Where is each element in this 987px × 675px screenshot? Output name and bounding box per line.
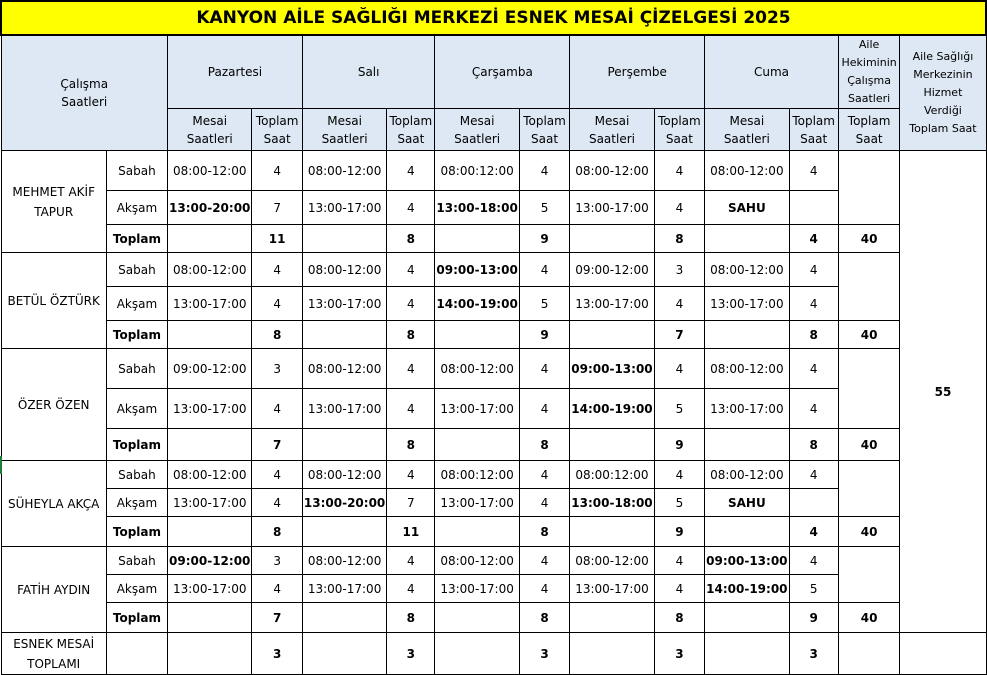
mesai-cell: 08:00-12:00 [302, 151, 386, 191]
hours-cell: 4 [387, 575, 435, 603]
esnek-value: 3 [252, 633, 302, 675]
hours-cell: 5 [789, 575, 838, 603]
daily-total: 7 [252, 429, 302, 461]
empty-cell [570, 225, 654, 253]
mesai-cell: 13:00-17:00 [302, 191, 386, 225]
table-row-total [1, 321, 986, 349]
empty-cell [302, 429, 386, 461]
hours-cell: 4 [789, 287, 838, 321]
mesai-cell: SAHU [705, 489, 789, 517]
cell-cursor-mark [0, 456, 2, 474]
hekim-blank [838, 253, 900, 321]
table-row-total [1, 603, 986, 633]
mesai-cell: 08:00:12:00 [435, 151, 519, 191]
hekim-total: 40 [838, 603, 900, 633]
esnek-value: 3 [654, 633, 704, 675]
daily-total: 8 [654, 603, 704, 633]
daily-total: 7 [654, 321, 704, 349]
hours-cell [789, 489, 838, 517]
mesai-cell: 13:00-17:00 [168, 575, 252, 603]
hours-cell: 5 [519, 191, 569, 225]
hours-cell: 4 [252, 575, 302, 603]
hours-cell: 4 [789, 461, 838, 489]
mesai-cell: 13:00-18:00 [570, 489, 654, 517]
mesai-cell: 08:00-12:00 [705, 461, 789, 489]
hours-cell: 4 [654, 349, 704, 389]
mesai-cell: 13:00-17:00 [570, 575, 654, 603]
daily-total: 8 [252, 321, 302, 349]
daily-total: 9 [654, 429, 704, 461]
mesai-cell: 13:00-17:00 [435, 389, 519, 429]
mesai-cell: 08:00-12:00 [168, 253, 252, 287]
hekim-total: 40 [838, 429, 900, 461]
mesai-cell: 08:00-12:00 [705, 349, 789, 389]
empty-cell [570, 321, 654, 349]
hours-cell: 4 [654, 151, 704, 191]
daily-total: 9 [789, 603, 838, 633]
table-row-total [1, 517, 986, 547]
mesai-cell: 08:00-12:00 [570, 151, 654, 191]
daily-total: 4 [789, 517, 838, 547]
table-row-total [1, 225, 986, 253]
hours-cell: 4 [789, 547, 838, 575]
hekim-total: 40 [838, 225, 900, 253]
doctor-name: ÖZER ÖZEN [1, 349, 106, 461]
hours-cell: 4 [789, 253, 838, 287]
mesai-cell: 08:00-12:00 [168, 461, 252, 489]
hours-cell: 4 [387, 461, 435, 489]
hours-cell: 5 [654, 489, 704, 517]
table-row [1, 191, 986, 225]
empty-cell [168, 429, 252, 461]
toplam-saat-subheader: Toplam Saat [654, 109, 704, 151]
empty-cell [705, 517, 789, 547]
hours-cell: 4 [387, 349, 435, 389]
empty-cell [168, 633, 252, 675]
mesai-cell: 13:00-18:00 [435, 191, 519, 225]
daily-total: 8 [387, 429, 435, 461]
mesai-cell: 09:00-12:00 [570, 253, 654, 287]
hours-cell [789, 191, 838, 225]
esnek-value: 3 [387, 633, 435, 675]
empty-cell [705, 429, 789, 461]
hours-cell: 4 [654, 461, 704, 489]
hekim-blank [838, 151, 900, 225]
hekim-blank [838, 461, 900, 517]
mesai-cell: 09:00-12:00 [168, 547, 252, 575]
mesai-cell: 08:00-12:00 [435, 349, 519, 389]
hours-cell: 7 [387, 489, 435, 517]
daily-total: 8 [519, 429, 569, 461]
mesai-cell: 09:00-13:00 [435, 253, 519, 287]
empty-cell [900, 633, 986, 675]
hours-cell: 4 [654, 547, 704, 575]
mesai-saatleri-subheader: Mesai Saatleri [302, 109, 386, 151]
daily-total: 11 [252, 225, 302, 253]
mesai-cell: 08:00-12:00 [302, 461, 386, 489]
empty-cell [302, 603, 386, 633]
mesai-cell: 08:00-12:00 [705, 253, 789, 287]
empty-cell [435, 603, 519, 633]
mesai-cell: 13:00-17:00 [570, 287, 654, 321]
aksam-label: Akşam [106, 575, 167, 603]
daily-total: 9 [519, 321, 569, 349]
mesai-cell: 08:00-12:00 [302, 547, 386, 575]
aksam-label: Akşam [106, 389, 167, 429]
sabah-label: Sabah [106, 253, 167, 287]
toplam-saat-subheader: Toplam Saat [519, 109, 569, 151]
hours-cell: 4 [252, 489, 302, 517]
daily-total: 8 [519, 603, 569, 633]
sabah-label: Sabah [106, 547, 167, 575]
daily-total: 8 [387, 321, 435, 349]
mesai-saatleri-subheader: Mesai Saatleri [435, 109, 519, 151]
table-row [1, 253, 986, 287]
hours-cell: 4 [519, 151, 569, 191]
empty-cell [570, 429, 654, 461]
empty-cell [302, 517, 386, 547]
hours-cell: 5 [654, 389, 704, 429]
hours-cell: 4 [519, 349, 569, 389]
sabah-label: Sabah [106, 151, 167, 191]
empty-cell [168, 225, 252, 253]
daily-total: 8 [654, 225, 704, 253]
daily-total: 7 [252, 603, 302, 633]
empty-cell [705, 633, 789, 675]
hours-cell: 4 [387, 151, 435, 191]
asm-header: Aile Sağlığı Merkezinin Hizmet Verdiği Toplam Saat [900, 35, 986, 151]
mesai-cell: 13:00-20:00 [302, 489, 386, 517]
hours-cell: 4 [387, 547, 435, 575]
empty-cell [168, 603, 252, 633]
hours-cell: 4 [519, 489, 569, 517]
mesai-cell: 14:00-19:00 [705, 575, 789, 603]
daily-total: 11 [387, 517, 435, 547]
hours-cell: 4 [519, 389, 569, 429]
doctor-name: FATİH AYDIN [1, 547, 106, 633]
aile-hekimi-header: Aile Hekiminin Çalışma Saatleri [838, 35, 900, 109]
hekim-blank [838, 349, 900, 429]
table-row [1, 547, 986, 575]
hours-cell: 4 [387, 287, 435, 321]
daily-total: 9 [519, 225, 569, 253]
mesai-cell: 08:00-12:00 [570, 547, 654, 575]
empty-cell [168, 321, 252, 349]
mesai-cell: 13:00-17:00 [302, 575, 386, 603]
empty-cell [302, 321, 386, 349]
empty-cell [435, 517, 519, 547]
asm-total: 55 [900, 151, 986, 633]
empty-cell [106, 633, 167, 675]
empty-cell [435, 633, 519, 675]
empty-cell [705, 321, 789, 349]
esnek-value: 3 [519, 633, 569, 675]
empty-cell [302, 633, 386, 675]
table-row [1, 389, 986, 429]
sabah-label: Sabah [106, 349, 167, 389]
hours-cell: 4 [387, 191, 435, 225]
mesai-cell: SAHU [705, 191, 789, 225]
table-row [1, 151, 986, 191]
mesai-cell: 09:00-13:00 [570, 349, 654, 389]
mesai-cell: 08:00-12:00 [302, 349, 386, 389]
toplam-saat-subheader: Toplam Saat [252, 109, 302, 151]
mesai-cell: 08:00-12:00 [705, 151, 789, 191]
mesai-cell: 13:00-17:00 [435, 489, 519, 517]
daily-total: 8 [789, 429, 838, 461]
daily-total: 8 [387, 603, 435, 633]
mesai-cell: 13:00-20:00 [168, 191, 252, 225]
mesai-cell: 09:00-12:00 [168, 349, 252, 389]
table-row [1, 349, 986, 389]
hours-cell: 4 [519, 547, 569, 575]
hours-cell: 3 [654, 253, 704, 287]
mesai-cell: 08:00-12:00 [168, 151, 252, 191]
mesai-cell: 13:00-17:00 [705, 287, 789, 321]
empty-cell [705, 225, 789, 253]
hekim-total: 40 [838, 321, 900, 349]
hours-cell: 4 [252, 151, 302, 191]
empty-cell [705, 603, 789, 633]
hours-cell: 4 [387, 389, 435, 429]
mesai-cell: 13:00-17:00 [705, 389, 789, 429]
daily-total: 8 [387, 225, 435, 253]
day-header: Pazartesi [168, 35, 303, 109]
table-row [1, 489, 986, 517]
daily-total: 9 [654, 517, 704, 547]
empty-cell [570, 633, 654, 675]
empty-cell [435, 225, 519, 253]
toplam-label: Toplam [106, 321, 167, 349]
hours-cell: 7 [252, 191, 302, 225]
toplam-label: Toplam [106, 603, 167, 633]
hours-cell: 4 [789, 151, 838, 191]
mesai-cell: 13:00-17:00 [168, 389, 252, 429]
page-title: KANYON AİLE SAĞLIĞI MERKEZİ ESNEK MESAİ ÇİZELGESİ 2025 [1, 1, 986, 35]
mesai-cell: 14:00-19:00 [435, 287, 519, 321]
empty-cell [838, 633, 900, 675]
hours-cell: 4 [654, 287, 704, 321]
toplam-label: Toplam [106, 517, 167, 547]
mesai-cell: 13:00-17:00 [168, 489, 252, 517]
empty-cell [570, 517, 654, 547]
mesai-saatleri-subheader: Mesai Saatleri [570, 109, 654, 151]
empty-cell [168, 517, 252, 547]
day-header: Cuma [705, 35, 839, 109]
aksam-label: Akşam [106, 191, 167, 225]
hours-cell: 3 [252, 547, 302, 575]
table-row [1, 287, 986, 321]
esnek-value: 3 [789, 633, 838, 675]
doctor-name: BETÜL ÖZTÜRK [1, 253, 106, 349]
mesai-cell: 08:00:12:00 [570, 461, 654, 489]
daily-total: 8 [252, 517, 302, 547]
table-row [1, 575, 986, 603]
hekim-blank [838, 547, 900, 603]
mesai-cell: 13:00-17:00 [302, 389, 386, 429]
toplam-saat-subheader: Toplam Saat [789, 109, 838, 151]
hours-cell: 4 [519, 253, 569, 287]
mesai-cell: 08:00:12:00 [435, 461, 519, 489]
hours-cell: 4 [654, 575, 704, 603]
hours-cell: 4 [252, 253, 302, 287]
hours-cell: 4 [252, 461, 302, 489]
mesai-cell: 13:00-17:00 [435, 575, 519, 603]
daily-total: 8 [519, 517, 569, 547]
hekim-total: 40 [838, 517, 900, 547]
mesai-cell: 09:00-13:00 [705, 547, 789, 575]
table-row-total [1, 429, 986, 461]
doctor-name: MEHMET AKİF TAPUR [1, 151, 106, 253]
esnek-row [1, 633, 986, 675]
toplam-saat-subheader: Toplam Saat [387, 109, 435, 151]
hours-cell: 4 [387, 253, 435, 287]
hours-cell: 4 [519, 461, 569, 489]
calisma-saatleri-header: Çalışma Saatleri [1, 35, 168, 151]
hours-cell: 3 [252, 349, 302, 389]
mesai-cell: 13:00-17:00 [302, 287, 386, 321]
mesai-cell: 13:00-17:00 [168, 287, 252, 321]
mesai-cell: 08:00-12:00 [435, 547, 519, 575]
doctor-name: SÜHEYLA AKÇA [1, 461, 106, 547]
sabah-label: Sabah [106, 461, 167, 489]
aile-hekimi-toplam-subheader: Toplam Saat [838, 109, 900, 151]
mesai-cell: 08:00-12:00 [302, 253, 386, 287]
toplam-label: Toplam [106, 429, 167, 461]
hours-cell: 4 [519, 575, 569, 603]
day-header: Perşembe [570, 35, 705, 109]
day-header: Çarşamba [435, 35, 570, 109]
hours-cell: 4 [654, 191, 704, 225]
empty-cell [435, 321, 519, 349]
esnek-label: ESNEK MESAİ TOPLAMI [1, 633, 106, 675]
mesai-saatleri-subheader: Mesai Saatleri [168, 109, 252, 151]
empty-cell [570, 603, 654, 633]
hours-cell: 4 [789, 349, 838, 389]
aksam-label: Akşam [106, 287, 167, 321]
hours-cell: 5 [519, 287, 569, 321]
daily-total: 4 [789, 225, 838, 253]
hours-cell: 4 [789, 389, 838, 429]
mesai-cell: 14:00-19:00 [570, 389, 654, 429]
empty-cell [435, 429, 519, 461]
hours-cell: 4 [252, 287, 302, 321]
toplam-label: Toplam [106, 225, 167, 253]
day-header: Salı [302, 35, 435, 109]
aksam-label: Akşam [106, 489, 167, 517]
mesai-cell: 13:00-17:00 [570, 191, 654, 225]
table-row [1, 461, 986, 489]
daily-total: 8 [789, 321, 838, 349]
empty-cell [302, 225, 386, 253]
mesai-saatleri-subheader: Mesai Saatleri [705, 109, 789, 151]
hours-cell: 4 [252, 389, 302, 429]
